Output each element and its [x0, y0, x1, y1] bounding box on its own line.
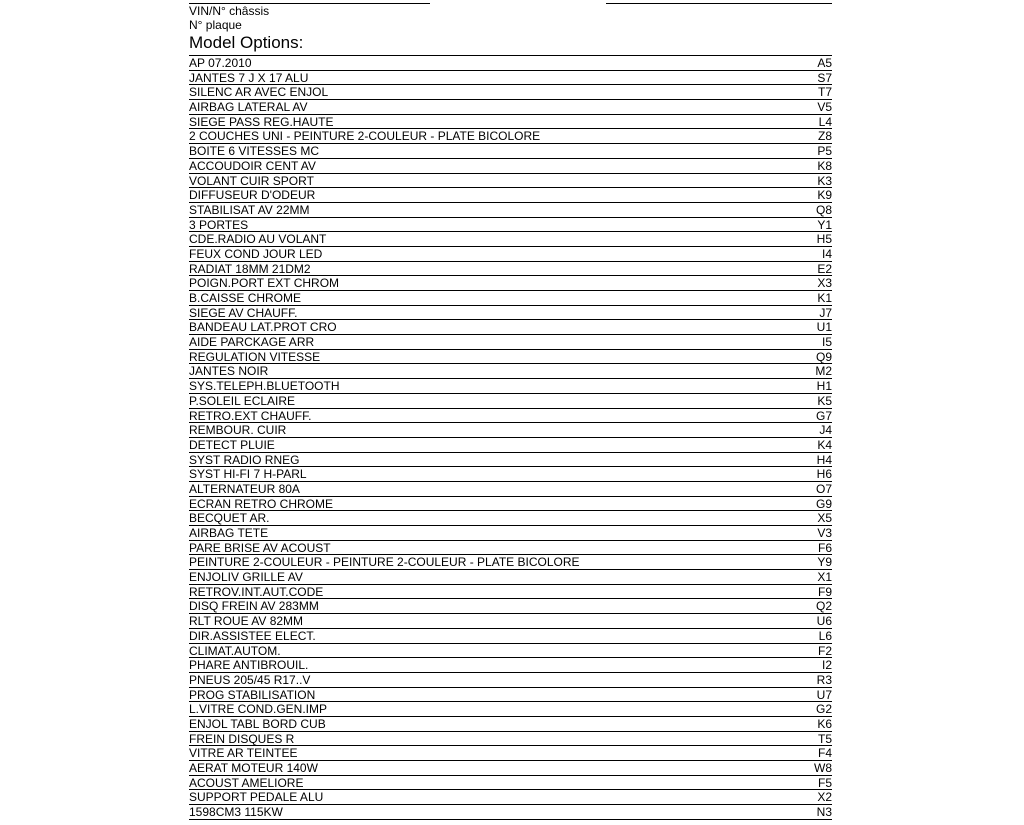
- option-code: Q9: [815, 349, 832, 364]
- option-code: J7: [819, 305, 832, 320]
- option-row: [189, 746, 832, 761]
- option-code: V3: [817, 526, 832, 540]
- option-description: SUPPORT PEDALE ALU: [189, 790, 324, 805]
- option-row: [189, 320, 832, 335]
- option-code: Z8: [817, 129, 832, 144]
- option-description: PROG STABILISATION: [189, 687, 316, 702]
- option-row: [189, 203, 832, 218]
- option-row: [189, 541, 832, 556]
- option-row: [189, 100, 832, 115]
- option-row: [189, 599, 832, 614]
- option-row: [189, 614, 832, 629]
- option-row: [189, 644, 832, 659]
- option-row: [189, 394, 832, 409]
- option-code: V5: [817, 100, 832, 115]
- option-code: I5: [821, 335, 832, 350]
- option-row: [189, 776, 832, 791]
- option-code: U7: [816, 687, 832, 702]
- option-description: B.CAISSE CHROME: [189, 291, 302, 305]
- option-description: RETROV.INT.AUT.CODE: [189, 584, 324, 599]
- model-options-title: Model Options:: [189, 33, 304, 52]
- option-row: [189, 262, 832, 277]
- option-description: SIEGE PASS REG.HAUTE: [189, 114, 334, 129]
- option-code: F2: [817, 643, 832, 658]
- option-description: DISQ FREIN AV 283MM: [189, 599, 319, 614]
- option-description: ECRAN RETRO CHROME: [189, 496, 334, 511]
- option-code: R3: [816, 672, 832, 687]
- option-description: FREIN DISQUES R: [189, 731, 295, 746]
- option-row: [189, 467, 832, 482]
- option-row: [189, 306, 832, 321]
- option-code: K9: [817, 188, 832, 203]
- option-code: T7: [817, 85, 832, 100]
- option-row: [189, 570, 832, 585]
- option-row: [189, 732, 832, 747]
- option-row: [189, 585, 832, 600]
- option-row: [189, 174, 832, 189]
- option-row: [189, 702, 832, 717]
- option-description: RETRO.EXT CHAUFF.: [189, 408, 312, 423]
- option-code: T5: [817, 731, 832, 746]
- vin-label: VIN/N° châssis: [189, 4, 270, 18]
- option-code: G2: [815, 702, 832, 717]
- option-code: K1: [817, 291, 832, 305]
- option-code: Y1: [817, 217, 832, 232]
- option-row: [189, 159, 832, 174]
- option-description: REGULATION VITESSE: [189, 349, 321, 364]
- option-code: F9: [817, 584, 832, 599]
- option-row: [189, 129, 832, 144]
- option-row: [189, 188, 832, 203]
- option-description: P.SOLEIL ECLAIRE: [189, 393, 296, 408]
- option-description: SYST HI-FI 7 H-PARL: [189, 467, 307, 482]
- option-code: H5: [816, 232, 832, 247]
- option-row: [189, 379, 832, 394]
- option-code: K5: [817, 393, 832, 408]
- option-code: W8: [814, 761, 832, 775]
- option-row: [189, 629, 832, 644]
- option-row: [189, 805, 832, 820]
- option-description: CDE.RADIO AU VOLANT: [189, 232, 327, 247]
- option-row: [189, 482, 832, 497]
- option-code: Y9: [817, 555, 832, 570]
- option-description: PNEUS 205/45 R17..V: [189, 672, 311, 687]
- option-code: G9: [815, 496, 832, 511]
- option-row: [189, 511, 832, 526]
- option-code: L6: [818, 628, 832, 643]
- option-code: F6: [817, 540, 832, 555]
- option-row: [189, 218, 832, 233]
- option-description: 2 COUCHES UNI - PEINTURE 2-COULEUR - PLATE BICOLORE: [189, 129, 541, 144]
- option-row: [189, 335, 832, 350]
- option-code: M2: [815, 364, 832, 379]
- option-description: POIGN.PORT EXT CHROM: [189, 276, 340, 291]
- option-description: SYST RADIO RNEG: [189, 452, 300, 467]
- option-description: JANTES 7 J X 17 ALU: [189, 70, 309, 85]
- option-row: [189, 688, 832, 703]
- option-description: ENJOLIV GRILLE AV: [189, 570, 303, 585]
- option-description: SIEGE AV CHAUFF.: [189, 305, 298, 320]
- option-row: [189, 85, 832, 100]
- option-code: L4: [818, 114, 832, 129]
- option-description: AP 07.2010: [189, 56, 252, 70]
- option-row: [189, 56, 832, 71]
- plate-underline: [606, 3, 832, 4]
- option-code: K3: [817, 173, 832, 188]
- option-row: [189, 438, 832, 453]
- option-code: P5: [817, 144, 832, 159]
- option-row: [189, 423, 832, 438]
- option-description: BECQUET AR.: [189, 511, 270, 526]
- option-description: BANDEAU LAT.PROT CRO: [189, 320, 337, 335]
- option-description: DETECT PLUIE: [189, 437, 275, 452]
- option-row: [189, 673, 832, 688]
- option-description: FEUX COND JOUR LED: [189, 246, 323, 261]
- option-code: H4: [816, 452, 832, 467]
- option-row: [189, 232, 832, 247]
- option-description: AIDE PARCKAGE ARR: [189, 335, 315, 350]
- option-row: [189, 247, 832, 262]
- option-code: X3: [817, 276, 832, 291]
- option-row: [189, 364, 832, 379]
- option-description: L.VITRE COND.GEN.IMP: [189, 702, 328, 717]
- option-code: X2: [817, 790, 832, 805]
- option-description: AIRBAG LATERAL AV: [189, 100, 308, 115]
- option-code: F5: [817, 775, 832, 790]
- option-code: E2: [817, 261, 832, 276]
- option-description: STABILISAT AV 22MM: [189, 202, 310, 217]
- option-row: [189, 291, 832, 306]
- option-code: U6: [816, 614, 832, 629]
- option-description: SILENC AR AVEC ENJOL: [189, 85, 329, 100]
- option-description: ENJOL TABL BORD CUB: [189, 716, 326, 731]
- plate-label: N° plaque: [189, 18, 242, 32]
- option-code: J4: [819, 423, 832, 438]
- option-code: X5: [817, 511, 832, 526]
- option-description: 3 PORTES: [189, 217, 249, 232]
- option-row: [189, 71, 832, 86]
- option-code: G7: [815, 408, 832, 423]
- option-description: 1598CM3 115KW: [189, 805, 283, 820]
- option-code: K8: [817, 158, 832, 173]
- option-code: S7: [817, 70, 832, 85]
- option-description: AIRBAG TETE: [189, 526, 269, 540]
- option-code: F4: [817, 746, 832, 761]
- option-description: ALTERNATEUR 80A: [189, 481, 300, 496]
- option-row: [189, 658, 832, 673]
- option-code: U1: [816, 320, 832, 335]
- option-description: BOITE 6 VITESSES MC: [189, 144, 320, 159]
- option-description: RLT ROUE AV 82MM: [189, 614, 304, 629]
- model-options-list: [189, 55, 832, 820]
- option-row: [189, 144, 832, 159]
- option-code: X1: [817, 570, 832, 585]
- option-code: A5: [817, 56, 832, 70]
- option-description: PHARE ANTIBROUIL.: [189, 658, 309, 673]
- option-code: I4: [821, 246, 832, 261]
- option-row: [189, 790, 832, 805]
- option-row: [189, 409, 832, 424]
- option-row: [189, 555, 832, 570]
- option-row: [189, 350, 832, 365]
- option-code: O7: [815, 481, 832, 496]
- option-description: JANTES NOIR: [189, 364, 269, 379]
- option-row: [189, 497, 832, 512]
- option-description: SYS.TELEPH.BLUETOOTH: [189, 379, 340, 394]
- option-description: VITRE AR TEINTEE: [189, 746, 298, 761]
- option-description: PEINTURE 2-COULEUR - PEINTURE 2-COULEUR - PLATE BICOLORE: [189, 555, 580, 570]
- option-description: ACCOUDOIR CENT AV: [189, 158, 316, 173]
- option-row: [189, 453, 832, 468]
- option-row: [189, 115, 832, 130]
- option-description: CLIMAT.AUTOM.: [189, 643, 281, 658]
- option-row: [189, 276, 832, 291]
- option-code: H6: [816, 467, 832, 482]
- option-row: [189, 526, 832, 541]
- option-description: DIR.ASSISTEE ELECT.: [189, 628, 316, 643]
- option-description: REMBOUR. CUIR: [189, 423, 287, 438]
- option-code: I2: [821, 658, 832, 673]
- option-code: N3: [816, 805, 832, 820]
- option-code: Q2: [815, 599, 832, 614]
- option-description: VOLANT CUIR SPORT: [189, 173, 314, 188]
- option-description: DIFFUSEUR D'ODEUR: [189, 188, 316, 203]
- option-code: Q8: [815, 202, 832, 217]
- option-description: ACOUST AMELIORE: [189, 775, 304, 790]
- option-row: [189, 717, 832, 732]
- option-description: RADIAT 18MM 21DM2: [189, 261, 311, 276]
- option-description: PARE BRISE AV ACOUST: [189, 540, 331, 555]
- option-description: AERAT MOTEUR 140W: [189, 761, 318, 775]
- option-code: H1: [816, 379, 832, 394]
- option-row: [189, 761, 832, 776]
- option-code: K6: [817, 716, 832, 731]
- option-code: K4: [817, 437, 832, 452]
